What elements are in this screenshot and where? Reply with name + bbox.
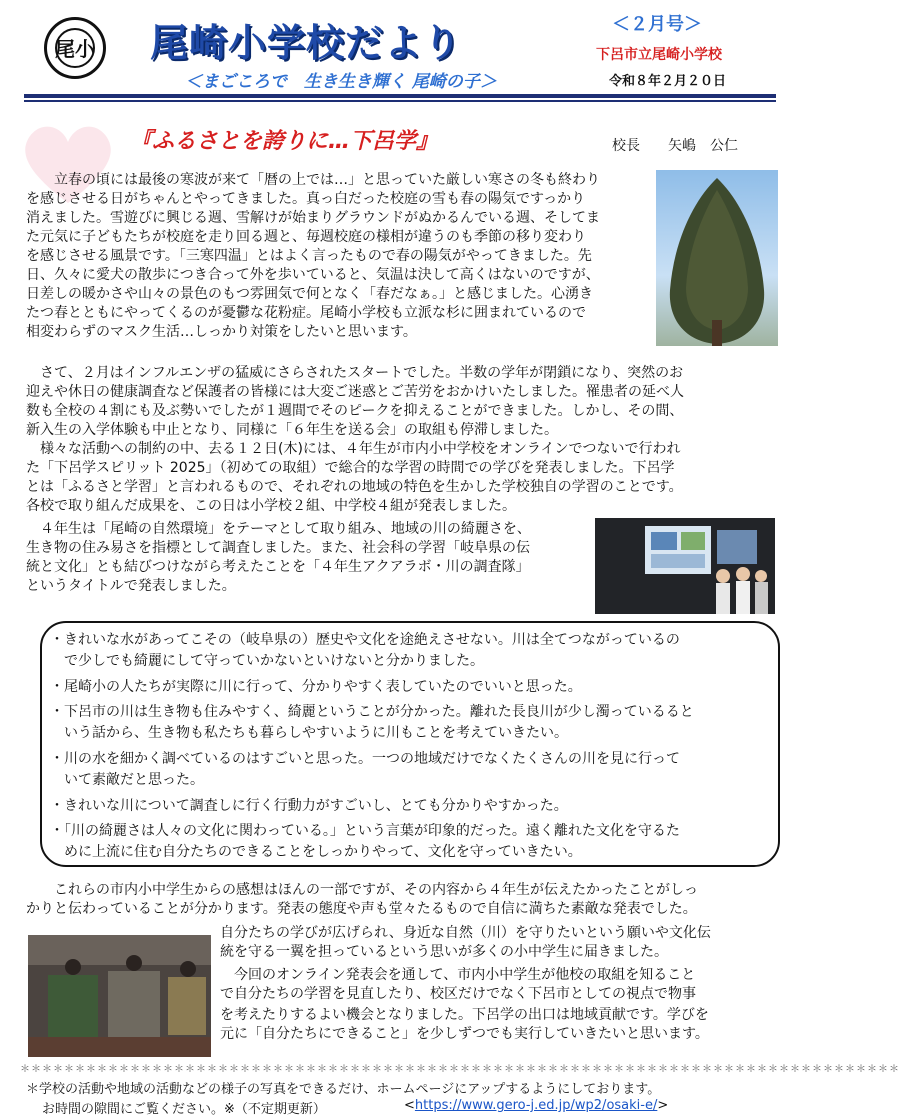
footer-note-2: お時間の隙間にご覧ください。※（不定期更新） [42, 1102, 326, 1117]
issue-label: ＜２月号＞ [612, 14, 702, 35]
body-line: 日、久々に愛犬の散歩につき合って外を歩いていると、気温は決して高くはないのですが、 [26, 267, 600, 283]
body-line: 消えました。雪遊びに興じる週、雪解けが始まりグラウンドがぬかるんでいる週、そしてま [26, 210, 600, 226]
closing-line: を考えたりするよい機会となりました。下呂学の出口は地域貢献です。学びを [220, 1007, 709, 1023]
feedback-item: いて素敵だと思った。 [50, 772, 204, 788]
feedback-item: で少しでも綺麗にして守っていかないといけないと分かりました。 [50, 653, 484, 669]
emblem-graphic [53, 26, 97, 70]
feedback-item: ・きれいな水があってこその（岐阜県の）歴史や文化を途絶えさせない。川は全てつながっているの [50, 632, 680, 648]
newsletter-motto: ＜まごころで 生き生き輝く 尾崎の子＞ [185, 72, 497, 92]
footer-divider: ＊＊＊＊＊＊＊＊＊＊＊＊＊＊＊＊＊＊＊＊＊＊＊＊＊＊＊＊＊＊＊＊＊＊＊＊＊＊＊＊＊＊＊＊＊＊＊＊＊＊＊＊＊＊＊＊＊＊＊＊＊＊＊＊＊＊＊＊＊＊＊＊＊＊＊＊＊＊＊＊ [20, 1064, 900, 1075]
body-line: を感じさせる日がちゃんとやってきました。真っ白だった校庭の雪も春の陽気ですっかり [26, 191, 586, 207]
body-line: 数も全校の４割にも及ぶ勢いでしたが１週間でそのピークを抑えることができました。しかし、その間、 [26, 403, 684, 419]
school-emblem-logo [44, 17, 106, 79]
header-rule-thin [24, 100, 776, 102]
feedback-item: いう話から、生き物も私たちも暮らしやすいように川もことを考えていきたい。 [50, 725, 568, 741]
article-author: 校長 矢嶋 公仁 [612, 138, 738, 154]
closing-line: かりと伝わっていることが分かります。発表の態度や声も堂々たるもので自信に満ちた素敵な発表でした。 [26, 901, 697, 917]
closing-line: 今回のオンライン発表会を通して、市内小中学生が他校の取組を知ること [220, 967, 696, 983]
student-feedback-box [40, 621, 780, 867]
cedar-tree-photo [656, 170, 778, 346]
body-line: さて、２月はインフルエンザの猛威にさらされたスタートでした。半数の学年が閉鎖になり、突然のお [26, 365, 684, 381]
body-line: 統と文化」とも結びつけながら考えたことを「４年生アクアラボ・川の調査隊」 [26, 559, 530, 575]
homepage-url [404, 1098, 668, 1113]
feedback-item: ・尾崎小の人たちが実際に川に行って、分かりやすく表していたのでいいと思った。 [50, 679, 582, 695]
body-line: た「下呂学スピリット 2025」（初めての取組）で総合的な学習の時間での学びを発表しました。下呂学 [26, 460, 675, 476]
body-line: ４年生は「尾崎の自然環境」をテーマとして取り組み、地域の川の綺麗さを、 [26, 521, 531, 537]
body-line: 迎えや休日の健康調査など保護者の皆様には大変ご迷惑とご苦労をおかけいたしました。罹患者の延べ人 [26, 384, 684, 400]
body-line: 日差しの暖かさや山々の景色のもつ雰囲気で何となく「春だなぁ。」と感じました。心湧き [26, 286, 593, 302]
body-line: というタイトルで発表しました。 [26, 578, 236, 594]
footer-note: ＊学校の活動や地域の活動などの様子の写真をできるだけ、ホームページにアップするようにしております。 [26, 1082, 661, 1097]
closing-line: 元に「自分たちにできること」を少しずつでも実行していきたいと思います。 [220, 1026, 709, 1042]
feedback-item: ・川の水を細かく調べているのはすごいと思った。一つの地域だけでなくたくさんの川を見に行って [50, 751, 680, 767]
feedback-item: ・「川の綺麗さは人々の文化に関わっている。」という言葉が印象的だった。遠く離れた文化を守るた [50, 823, 680, 839]
url-bracket-close: > [657, 1098, 669, 1113]
header-rule-thick [24, 94, 776, 98]
students-with-posters-photo [28, 935, 211, 1057]
body-line: た元気に子どもたちが校庭を走り回る週と、毎週校庭の様相が違うのも季節の移り変わり [26, 229, 586, 245]
closing-line: これらの市内小中学生からの感想はほんの一部ですが、その内容から４年生が伝えたかったことがしっ [40, 882, 698, 898]
body-line: とは「ふるさと学習」と言われるもので、それぞれの地域の特色を生かした学校独自の学習のことです。 [26, 479, 683, 495]
body-line: 相変わらずのマスク生活…しっかり対策をしたいと思います。 [26, 324, 417, 340]
newsletter-title: 尾崎小学校だより [150, 21, 463, 65]
feedback-item: ・きれいな川について調査しに行く行動力がすごいし、とても分かりやすかった。 [50, 798, 568, 814]
body-line: 立春の頃には最後の寒波が来て「暦の上では…」と思っていた厳しい寒さの冬も終わり [40, 172, 600, 188]
body-line: 生き物の住み易さを指標として調査しました。また、社会科の学習「岐阜県の伝 [26, 540, 530, 556]
closing-line: 自分たちの学びが広げられ、身近な自然（川）を守りたいという願いや文化伝 [220, 925, 711, 941]
body-line: を感じさせる風景です。「三寒四温」とはよく言ったもので春の陽気がやってきました。先 [26, 248, 592, 264]
body-line: 各校で取り組んだ成果を、この日は小学校２組、中学校４組が発表しました。 [26, 498, 516, 514]
body-line: たつ春とともにやってくるのが憂鬱な花粉症。尾崎小学校も立派な杉に囲まれているので [26, 305, 586, 321]
presentation-photo [595, 518, 775, 614]
feedback-item: めに上流に住む自分たちのできることをしっかりやって、文化を守っていきたい。 [50, 844, 582, 860]
issue-date: 令和８年２月２０日 [609, 74, 727, 89]
emblem-text: 尾小 [55, 37, 95, 61]
feedback-item: ・下呂市の川は生き物も住みやすく、綺麗ということが分かった。離れた長良川が少し濁っているると [50, 704, 694, 720]
body-line: 様々な活動への制約の中、去る１２日(木)には、４年生が市内小中学校をオンラインでつないで行われ [26, 441, 681, 457]
closing-line: 統を守る一翼を担っているという思いが多くの小中学生に届きました。 [220, 944, 668, 960]
closing-line: で自分たちの学習を見直したり、校区だけでなく下呂市としての視点で物事 [220, 986, 696, 1002]
body-line: 新入生の入学体験も中止となり、同様に「６年生を送る会」の取組も停滞しました。 [26, 422, 558, 438]
homepage-link[interactable]: https://www.gero-j.ed.jp/wp2/osaki-e/ [414, 1098, 658, 1113]
school-name: 下呂市立尾崎小学校 [596, 47, 722, 63]
article-headline: 『ふるさとを誇りに…下呂学』 [130, 129, 439, 154]
url-bracket-open: < [404, 1098, 415, 1113]
